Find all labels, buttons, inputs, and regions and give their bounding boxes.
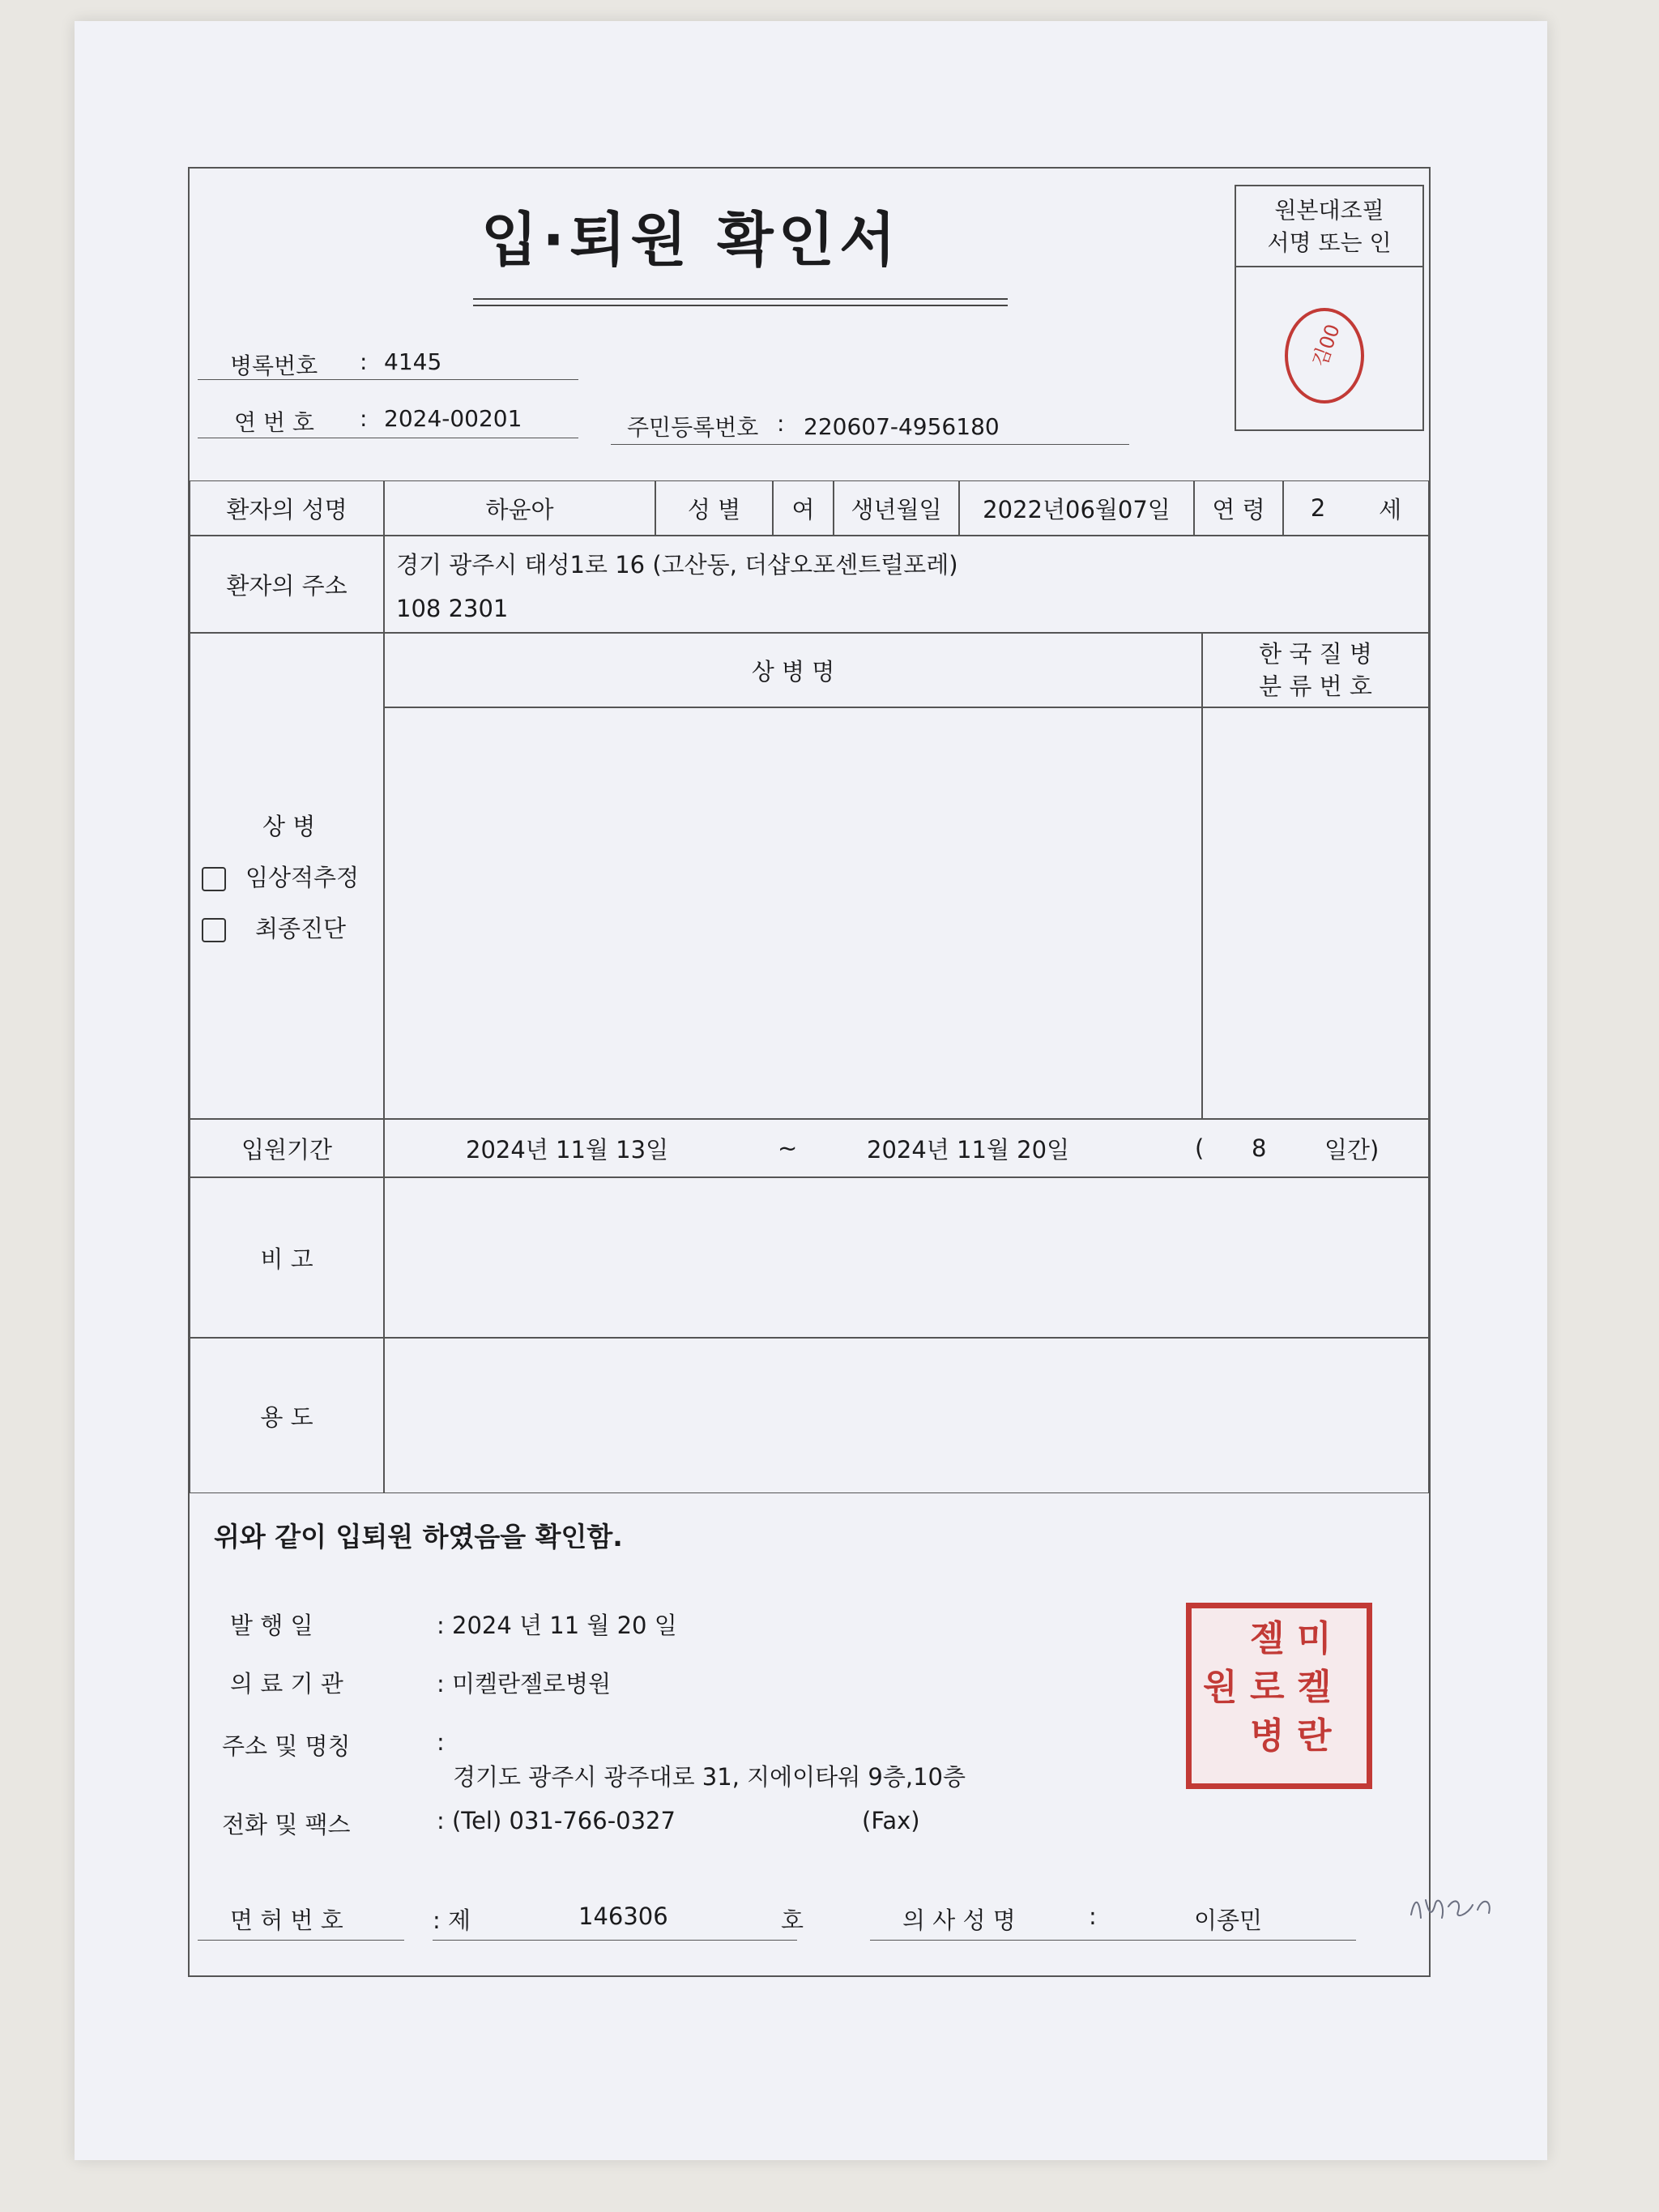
remarks-field [384,1177,1429,1338]
phone-label: 전화 및 팩스 [222,1811,351,1838]
doctor-signature [1405,1882,1526,1931]
stamp-char-6: 병 [1250,1715,1285,1757]
diagnosis-label: 상 병 [262,812,316,840]
serial-number-label: 연 번 호 [234,409,314,436]
document-title: 입·퇴원 확인서 [481,206,901,274]
stamp-char-3: 란 [1297,1715,1332,1757]
period-end: 2024년 11월 20일 [867,1135,1070,1164]
period-cell [384,1119,1429,1177]
record-number-colon: : [360,348,368,375]
resident-number-label: 주민등록번호 [627,414,759,441]
resident-number-line [611,444,1129,445]
diagnosis-name-header: 상 병 명 [384,633,1202,707]
patient-name-value: 하윤아 [384,480,655,536]
serial-number-value: 2024-00201 [384,405,522,432]
document-paper [75,21,1547,2160]
period-days: 8 [1252,1134,1267,1162]
birth-date-value: 2022년06월07일 [959,480,1194,536]
sex-value: 여 [773,480,834,536]
age-label: 연 령 [1194,480,1283,536]
certificate-form [188,167,1431,1977]
doctor-name-line [870,1940,1356,1941]
license-label-line [198,1940,404,1941]
hospital-address-value: 경기도 광주시 광주대로 31, 지에이타워 9층,10층 [453,1763,966,1791]
phone-value: : (Tel) 031-766-0327 [437,1807,676,1834]
license-label: 면 허 번 호 [230,1907,343,1934]
purpose-field [384,1338,1429,1493]
period-start: 2024년 11월 13일 [466,1135,669,1164]
address-cell [384,536,1429,633]
stamp-char-2: 켈 [1297,1667,1332,1708]
address-label: 환자의 주소 [190,536,384,633]
period-label: 입원기간 [190,1119,384,1177]
period-tilde: ~ [778,1134,798,1162]
remarks-label: 비 고 [190,1177,384,1338]
verification-seal [1285,308,1364,404]
seal-box-line1: 원본대조필 [1274,197,1384,224]
period-days-close: 일간) [1324,1135,1380,1164]
institution-value: : 미켈란젤로병원 [437,1670,612,1697]
period-days-open: ( [1195,1134,1205,1162]
final-diagnosis-option[interactable] [202,911,346,944]
fax-label: (Fax) [862,1807,920,1834]
address-line2: 108 2301 [396,594,509,622]
confirmation-statement: 위와 같이 입퇴원 하였음을 확인함. [214,1521,623,1552]
hospital-address-label: 주소 및 명칭 [222,1732,351,1760]
verification-seal-text: 김00 [1308,321,1345,370]
sex-label: 성 별 [655,480,773,536]
stamp-char-7: 원 [1203,1667,1238,1708]
diagnosis-name-field [384,707,1202,1119]
seal-box-header [1236,186,1422,267]
license-suffix: 호 [781,1907,804,1934]
age-cell [1283,480,1429,536]
title-underline [473,298,1008,306]
resident-number-value: 220607-4956180 [804,413,1000,440]
diagnosis-label-cell [190,633,384,1119]
issue-date-label: 발 행 일 [230,1612,313,1639]
clinical-estimate-label: 임상적추정 [245,863,360,891]
institution-label: 의 료 기 관 [230,1670,343,1697]
doctor-name-colon: : [1089,1902,1097,1930]
age-value: 2 [1310,494,1326,522]
patient-name-label: 환자의 성명 [190,480,384,536]
clinical-estimate-checkbox[interactable] [202,867,226,891]
license-prefix: : 제 [433,1907,471,1934]
verification-seal-box [1235,185,1424,431]
stamp-char-4: 젤 [1250,1618,1285,1659]
issue-date-value: : 2024 년 11 월 20 일 [437,1612,677,1639]
purpose-label: 용 도 [190,1338,384,1493]
seal-box-line2: 서명 또는 인 [1267,229,1392,256]
stamp-char-5: 로 [1250,1667,1285,1708]
disease-code-header-line2: 분 류 번 호 [1259,673,1372,700]
hospital-stamp [1186,1603,1372,1789]
clinical-estimate-option[interactable] [202,860,359,893]
license-number: 146306 [578,1902,668,1930]
disease-code-header [1202,633,1429,707]
stamp-char-1: 미 [1297,1618,1332,1659]
record-number-label: 병록번호 [230,352,318,379]
disease-code-field [1202,707,1429,1119]
license-number-line [433,1940,797,1941]
doctor-name-label: 의 사 성 명 [902,1907,1016,1934]
disease-code-header-line1: 한 국 질 병 [1259,640,1372,668]
resident-number-colon: : [777,410,785,437]
record-number-value: 4145 [384,348,442,375]
serial-number-colon: : [360,405,368,432]
birth-date-label: 생년월일 [834,480,959,536]
hospital-address-colon: : [437,1728,445,1756]
final-diagnosis-label: 최종진단 [255,914,347,942]
record-number-line [198,379,578,380]
final-diagnosis-checkbox[interactable] [202,918,226,942]
doctor-name-value: 이종민 [1194,1907,1263,1934]
address-line1: 경기 광주시 태성1로 16 (고산동, 더샵오포센트럴포레) [396,550,958,579]
age-unit: 세 [1379,495,1402,523]
